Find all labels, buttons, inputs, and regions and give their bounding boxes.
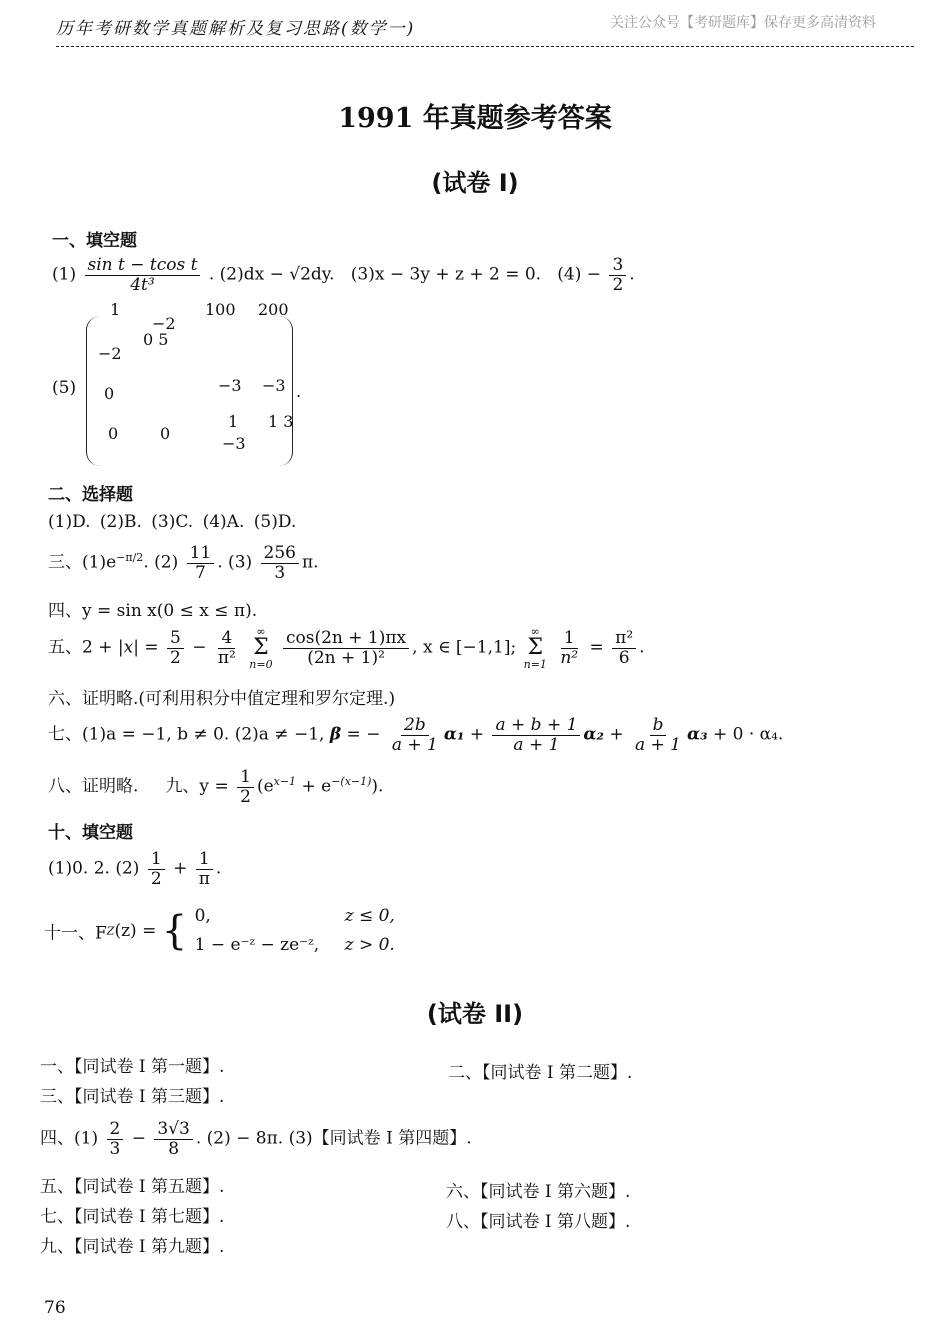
denominator: (2n + 1)² — [307, 647, 385, 668]
denominator: n² — [560, 647, 579, 668]
fraction — [148, 850, 165, 888]
denominator: 8 — [168, 1138, 180, 1159]
numerator: 2b — [401, 716, 429, 736]
s10-line — [48, 850, 221, 888]
abs-x: |x| — [117, 637, 139, 658]
s3-part-a: 三、(1)e — [48, 552, 117, 573]
page-title: 1991 年真题参考答案 — [338, 103, 612, 134]
denominator: a + 1 — [513, 734, 560, 755]
denominator: 2 — [612, 274, 624, 295]
s11-b: (z) = — [114, 920, 157, 941]
fraction — [261, 544, 299, 582]
s11-a: 十一、F — [44, 923, 107, 944]
alpha-2: α₂ — [583, 724, 604, 745]
fraction — [215, 629, 239, 667]
p2-line-1: 一、【同试卷 Ⅰ 第一题】. — [40, 1057, 225, 1077]
denominator: a + 1 — [635, 734, 682, 755]
minus: − — [192, 637, 207, 658]
q2-answer: . (2)dx − √2dy. — [208, 264, 335, 285]
s9-text: 九、y = — [165, 776, 229, 797]
fraction — [612, 629, 636, 667]
summation — [249, 626, 272, 670]
s8-s9-line — [48, 768, 383, 806]
subscript: Z — [106, 924, 115, 938]
section-10-heading: 十、填空题 — [48, 823, 133, 843]
sum-bottom: n=0 — [249, 658, 273, 671]
p2-q4-b: . (2) − 8π. (3)【同试卷 Ⅰ 第四题】. — [195, 1128, 472, 1149]
case-2-value: 1 − e⁻ᶻ − ze⁻ᶻ, — [194, 934, 320, 955]
numerator: 1 — [561, 629, 578, 649]
period: . — [629, 264, 635, 285]
denominator: π — [198, 868, 210, 889]
denominator: 3 — [274, 562, 286, 583]
s3-part-b: . (2) — [143, 552, 179, 573]
p2-line-2: 三、【同试卷 Ⅰ 第三题】. — [40, 1087, 225, 1107]
fraction — [283, 629, 409, 667]
case-1-value: 0, — [194, 906, 211, 926]
matrix-cell: −3 — [222, 434, 246, 453]
case-1-condition: z ≤ 0, — [344, 906, 395, 926]
p2-line-4: 五、【同试卷 Ⅰ 第五题】. — [40, 1177, 225, 1197]
matrix-cell: 0 — [104, 384, 115, 403]
matrix-cell: 0 — [108, 424, 119, 443]
s6-line: 六、证明略.(可利用积分中值定理和罗尔定理.) — [48, 689, 396, 709]
numerator: cos(2n + 1)πx — [283, 629, 409, 649]
paper-1-label: (试卷 Ⅰ) — [431, 169, 519, 197]
denominator: 4t³ — [130, 274, 155, 295]
fraction — [632, 716, 684, 754]
s4-line: 四、y = sin x(0 ≤ x ≤ π). — [48, 601, 258, 621]
denominator: 2 — [169, 647, 181, 668]
matrix-cell: 0 5 — [143, 330, 169, 349]
numerator: 256 — [261, 544, 299, 564]
s9-d: + e — [296, 776, 332, 797]
s3-part-c: . (3) — [217, 552, 253, 573]
matrix-cell: 1 — [110, 300, 121, 319]
s1-line-1 — [52, 256, 635, 294]
numerator: b — [650, 716, 667, 736]
s3-part-d: π. — [302, 552, 319, 573]
denominator: 2 — [150, 868, 162, 889]
numerator: 2 — [107, 1120, 124, 1140]
numerator: 5 — [167, 629, 184, 649]
numerator: π² — [612, 629, 636, 649]
matrix-cell: −2 — [152, 314, 176, 333]
numerator: 1 — [237, 768, 254, 788]
s5-a: 五、2 + — [48, 637, 113, 658]
equals: = — [144, 637, 159, 658]
watermark-text: 关注公众号【考研题库】保存更多高清资料 — [610, 15, 876, 31]
matrix-cell: −2 — [98, 344, 122, 363]
fraction — [167, 629, 184, 667]
matrix-cell: 100 — [205, 300, 236, 319]
q1-label: (1) — [52, 264, 77, 285]
fraction — [196, 850, 213, 888]
numerator: a + b + 1 — [492, 716, 580, 736]
fraction — [492, 716, 580, 754]
beta-symbol: β — [329, 724, 342, 745]
q4-label: (4) − — [557, 264, 602, 285]
numerator: 11 — [187, 544, 215, 564]
p2-line-5-right: 八、【同试卷 Ⅰ 第八题】. — [446, 1212, 631, 1232]
s7-tail: + 0 · α₄. — [712, 724, 784, 745]
alpha-1: α₁ — [443, 724, 465, 745]
section-2-heading: 二、选择题 — [48, 485, 133, 505]
numerator: 1 — [196, 850, 213, 870]
s7-line — [48, 716, 783, 754]
denominator: 3 — [109, 1138, 121, 1159]
fraction — [187, 544, 215, 582]
matrix-cell: 200 — [258, 300, 289, 319]
s3-line — [48, 544, 319, 582]
p2-line-4-right: 六、【同试卷 Ⅰ 第六题】. — [446, 1182, 631, 1202]
denominator: 2 — [240, 786, 251, 807]
paper-2-label: (试卷 ⅠⅠ) — [426, 1000, 524, 1028]
matrix-cell: 1 — [228, 412, 239, 431]
s9-e: ). — [371, 776, 384, 797]
s7-b: = − — [346, 724, 381, 745]
denominator: a + 1 — [391, 734, 438, 755]
running-header: 历年考研数学真题解析及复习思路(数学一) — [56, 19, 416, 39]
minus: − — [131, 1128, 146, 1149]
left-brace-icon: { — [161, 907, 188, 954]
sum-top: ∞ — [256, 625, 266, 638]
alpha-3: α₃ — [687, 724, 708, 745]
case-2-condition: z > 0. — [344, 934, 395, 955]
period: . — [296, 382, 302, 401]
s7-a: 七、(1)a = −1, b ≠ 0. (2)a ≠ −1, — [48, 724, 325, 745]
numerator: 4 — [218, 629, 235, 649]
period: . — [639, 637, 645, 658]
sigma-icon: Σ — [527, 635, 544, 660]
denominator: π² — [217, 647, 236, 668]
period: . — [215, 858, 222, 879]
s5-line — [48, 626, 645, 670]
numerator: 3 — [609, 256, 626, 276]
plus: + — [173, 858, 188, 879]
exponent: x−1 — [273, 775, 297, 789]
fraction — [557, 629, 581, 667]
fraction — [237, 768, 254, 806]
section-1-heading: 一、填空题 — [52, 231, 137, 251]
s9-c: (e — [256, 776, 274, 797]
fraction — [609, 256, 626, 294]
fraction — [85, 256, 201, 294]
sum-top: ∞ — [530, 625, 540, 638]
exponent: −(x−1) — [331, 775, 372, 789]
equals: = — [589, 637, 604, 658]
denominator: 7 — [195, 562, 206, 583]
s11-line — [44, 902, 395, 960]
sigma-icon: Σ — [253, 635, 269, 660]
header-rule — [56, 46, 914, 47]
p2-line-3 — [40, 1120, 472, 1158]
p2-line-6: 九、【同试卷 Ⅰ 第九题】. — [40, 1237, 225, 1257]
fraction — [107, 1120, 124, 1158]
matrix-cell: −3 — [218, 376, 242, 395]
s5-e: , x ∈ [−1,1]; — [412, 637, 517, 658]
q5-label: (5) — [52, 378, 77, 398]
q3-answer: (3)x − 3y + z + 2 = 0. — [350, 264, 542, 285]
s10-a: (1)0. 2. (2) — [48, 858, 140, 879]
numerator: 3√3 — [154, 1120, 192, 1140]
matrix-cell: 0 — [160, 424, 171, 443]
summation — [524, 626, 547, 670]
s2-answers: (1)D. (2)B. (3)C. (4)A. (5)D. — [48, 512, 297, 532]
numerator: 1 — [148, 850, 165, 870]
piecewise-cases — [195, 902, 395, 960]
p2-line-1-right: 二、【同试卷 Ⅰ 第二题】. — [448, 1063, 633, 1083]
numerator: sin t − tcos t — [85, 256, 201, 276]
s8-text: 八、证明略. — [48, 776, 139, 797]
p2-line-5: 七、【同试卷 Ⅰ 第七题】. — [40, 1207, 225, 1227]
plus: + — [609, 724, 624, 745]
matrix-cell: 1 3 — [268, 412, 294, 431]
p2-q4-a: 四、(1) — [40, 1128, 99, 1149]
page-number: 76 — [44, 1298, 66, 1318]
fraction — [389, 716, 441, 754]
fraction — [154, 1120, 192, 1158]
matrix-cell: −3 — [262, 376, 286, 395]
denominator: 6 — [618, 647, 630, 668]
exponent: −π/2 — [116, 551, 144, 565]
sum-bottom: n=1 — [523, 658, 547, 671]
plus: + — [469, 724, 485, 745]
